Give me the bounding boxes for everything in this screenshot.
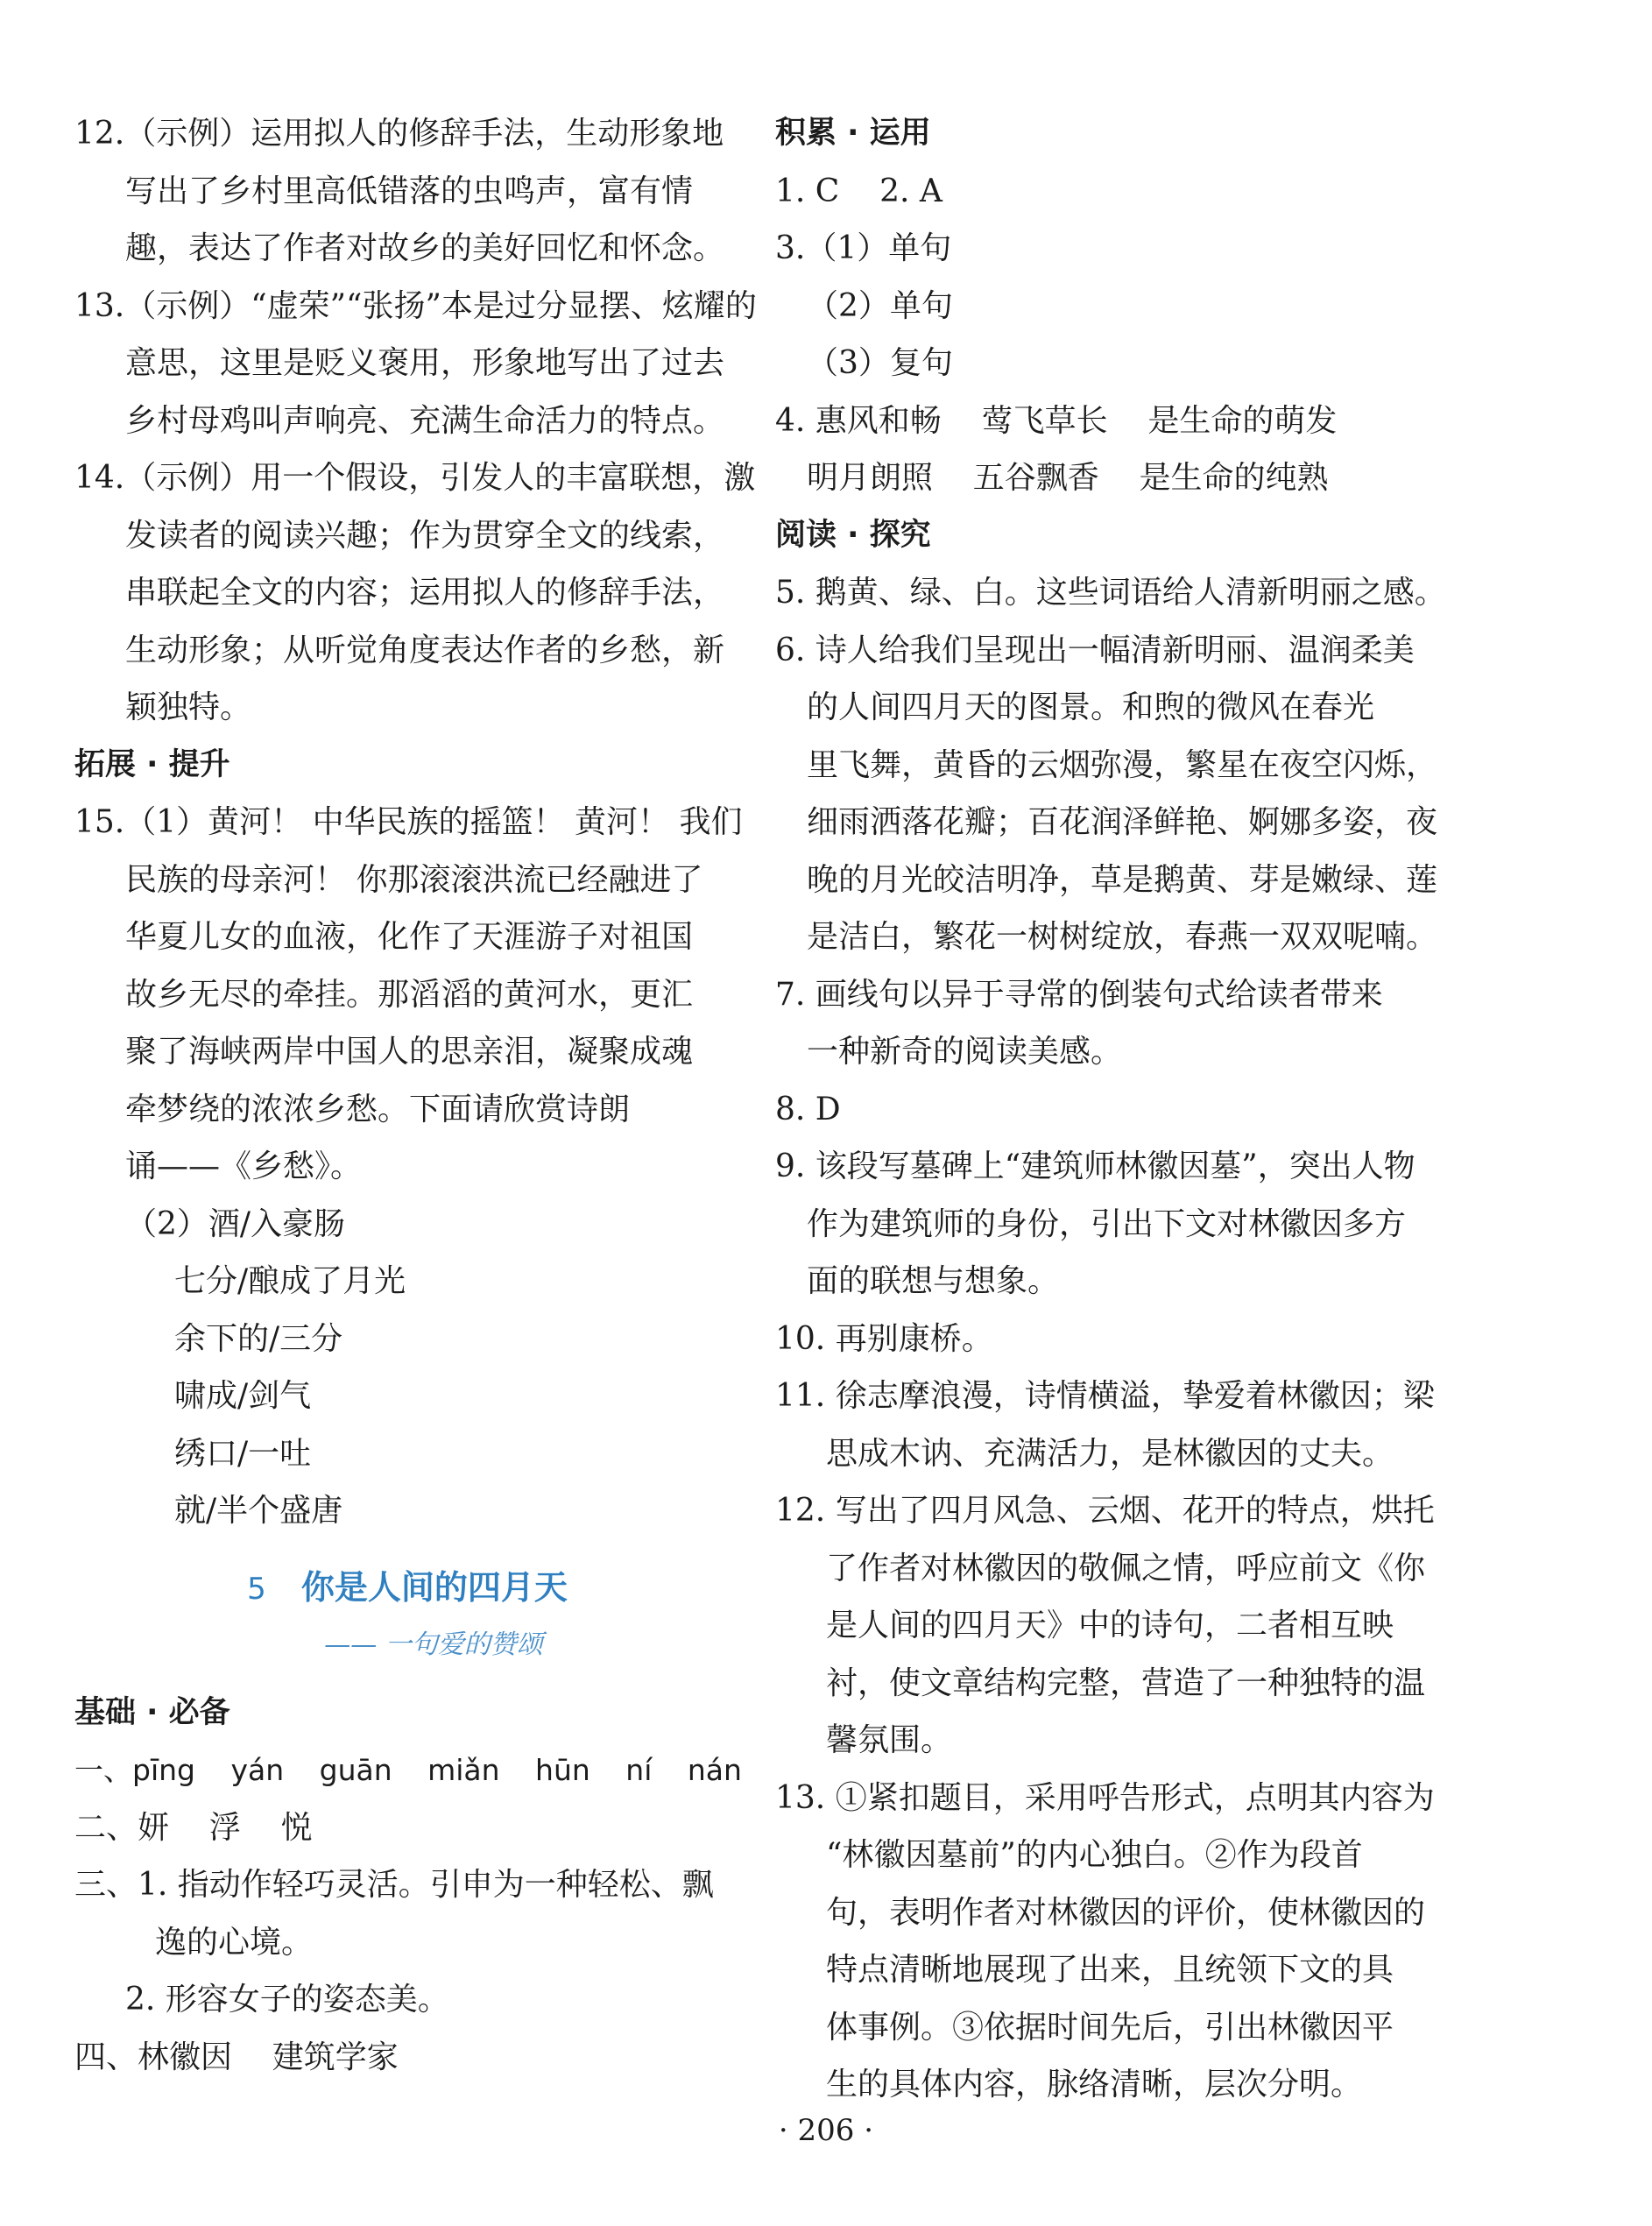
answer-3-line-2: （2）单句 — [807, 287, 953, 324]
answer-6-line-4: 细雨洒落花瓣；百花润泽鲜艳、婀娜多姿，夜 — [807, 804, 1438, 840]
q14-line-1: 14.（示例）用一个假设，引发人的丰富联想，激 — [74, 460, 756, 496]
answer-10: 10. 再别康桥。 — [775, 1320, 993, 1357]
section-basic-heading: 基础 · 必备 — [74, 1694, 230, 1730]
answer-6-line-3: 里飞舞，黄昏的云烟弥漫，繁星在夜空闪烁， — [807, 746, 1438, 783]
q13-line-3: 乡村母鸡叫声响亮、充满生命活力的特点。 — [125, 402, 725, 439]
answer-8: 8. D — [775, 1091, 841, 1127]
answer-9-line-2: 作为建筑师的身份，引出下文对林徽因多方 — [807, 1205, 1407, 1242]
answer-6-line-1: 6. 诗人给我们呈现出一幅清新明丽、温润柔美 — [775, 632, 1415, 668]
q14-line-5: 颖独特。 — [125, 689, 252, 725]
basic-3-line-2: 逸的心境。 — [155, 1924, 314, 1961]
answer-12-line-4: 衬，使文章结构完整，营造了一种独特的温 — [826, 1664, 1426, 1701]
section-extend-heading: 拓展 · 提升 — [74, 746, 230, 782]
answer-6-line-6: 是洁白，繁花一树树绽放，春燕一双双呢喃。 — [807, 919, 1438, 955]
basic-2: 二、妍 浮 悦 — [74, 1809, 313, 1846]
poem-line-2: 余下的/三分 — [174, 1320, 343, 1357]
answer-4-line-2: 明月朗照 五谷飘香 是生命的纯熟 — [807, 460, 1329, 496]
lesson-subtitle: —— 一句爱的赞颂 — [324, 1629, 543, 1660]
answer-11-line-1: 11. 徐志摩浪漫，诗情横溢，挚爱着林徽因；梁 — [775, 1378, 1435, 1414]
lesson-title: 你是人间的四月天 — [300, 1567, 568, 1607]
q14-line-4: 生动形象；从听觉角度表达作者的乡愁，新 — [125, 632, 725, 668]
q15-line-3: 华夏儿女的血液，化作了天涯游子对祖国 — [125, 919, 694, 955]
q15-2-head: （2）酒/入豪肠 — [125, 1205, 346, 1242]
answer-13-line-3: 句，表明作者对林徽因的评价，使林徽因的 — [826, 1894, 1426, 1931]
answer-13-line-5: 体事例。③依据时间先后，引出林徽因平 — [826, 2009, 1394, 2046]
q15-line-5: 聚了海峡两岸中国人的思亲泪，凝聚成魂 — [125, 1034, 694, 1070]
q15-line-1: 15.（1）黄河！ 中华民族的摇篮！ 黄河！ 我们 — [74, 804, 743, 840]
q15-line-7: 诵——《乡愁》。 — [125, 1148, 363, 1184]
q12-line-1: 12.（示例）运用拟人的修辞手法，生动形象地 — [74, 116, 724, 152]
basic-3-line-1: 三、1. 指动作轻巧灵活。引申为一种轻松、飘 — [74, 1867, 714, 1903]
lesson-number: 5 — [247, 1571, 266, 1607]
answer-12-line-5: 馨氛围。 — [826, 1722, 953, 1758]
poem-line-5: 就/半个盛唐 — [174, 1493, 343, 1529]
answer-12-line-1: 12. 写出了四月风急、云烟、花开的特点，烘托 — [775, 1493, 1435, 1529]
q12-line-3: 趣，表达了作者对故乡的美好回忆和怀念。 — [125, 230, 725, 266]
answer-12-line-2: 了作者对林徽因的敬佩之情，呼应前文《你 — [826, 1550, 1426, 1586]
answer-6-line-5: 晚的月光皎洁明净，草是鹅黄、芽是嫩绿、莲 — [807, 861, 1438, 898]
answer-7-line-2: 一种新奇的阅读美感。 — [807, 1034, 1123, 1070]
lesson-title-row — [74, 1559, 740, 1617]
answer-3-line-3: （3）复句 — [807, 345, 953, 381]
answer-9-line-3: 面的联想与想象。 — [807, 1263, 1060, 1299]
left-column — [74, 105, 757, 2086]
answer-7-line-1: 7. 画线句以异于寻常的倒装句式给读者带来 — [775, 976, 1383, 1013]
poem-line-3: 啸成/剑气 — [174, 1378, 312, 1414]
poem-line-4: 绣口/一吐 — [174, 1435, 312, 1472]
answer-4-line-1: 4. 惠风和畅 莺飞草长 是生命的萌发 — [775, 402, 1338, 439]
answer-13-line-2: “林徽因墓前”的内心独白。②作为段首 — [826, 1837, 1363, 1873]
q14-line-2: 发读者的阅读兴趣；作为贯穿全文的线索， — [125, 517, 725, 554]
answer-1-2: 1. C 2. A — [775, 173, 942, 209]
q15-line-4: 故乡无尽的牵挂。那滔滔的黄河水，更汇 — [125, 976, 694, 1013]
q15-line-6: 牵梦绕的浓浓乡愁。下面请欣赏诗朗 — [125, 1091, 631, 1127]
q13-line-1: 13.（示例）“虚荣”“张扬”本是过分显摆、炫耀的 — [74, 287, 757, 324]
answer-11-line-2: 思成木讷、充满活力，是林徽因的丈夫。 — [826, 1435, 1394, 1472]
basic-4: 四、林徽因 建筑学家 — [74, 2039, 399, 2075]
right-column — [775, 105, 1446, 2114]
page-number: · 206 · — [778, 2113, 874, 2148]
answer-13-line-4: 特点清晰地展现了出来，且统领下文的具 — [826, 1952, 1394, 1988]
q12-line-2: 写出了乡村里高低错落的虫鸣声，富有情 — [125, 173, 694, 209]
q15-line-2: 民族的母亲河！ 你那滚滚洪流已经融进了 — [125, 861, 703, 898]
answer-3-line-1: 3.（1）单句 — [775, 230, 952, 266]
poem-line-1: 七分/酿成了月光 — [174, 1263, 406, 1299]
answer-9-line-1: 9. 该段写墓碑上“建筑师林徽因墓”，突出人物 — [775, 1148, 1415, 1184]
basic-1-pinyin: 一、pīng yán guān miǎn hūn ní nán — [74, 1753, 742, 1787]
basic-3-line-3: 2. 形容女子的姿态美。 — [125, 1982, 449, 2018]
answer-5: 5. 鹅黄、绿、白。这些词语给人清新明丽之感。 — [775, 575, 1446, 611]
section-read-heading: 阅读 · 探究 — [775, 517, 931, 553]
q13-line-2: 意思，这里是贬义褒用，形象地写出了过去 — [125, 345, 725, 381]
answer-6-line-2: 的人间四月天的图景。和煦的微风在春光 — [807, 689, 1375, 725]
answer-13-line-1: 13. ①紧扣题目，采用呼告形式，点明其内容为 — [775, 1779, 1435, 1816]
q14-line-3: 串联起全文的内容；运用拟人的修辞手法， — [125, 575, 725, 611]
answer-13-line-6: 生的具体内容，脉络清晰，层次分明。 — [826, 2067, 1363, 2102]
answer-12-line-3: 是人间的四月天》中的诗句，二者相互映 — [826, 1608, 1394, 1643]
section-accum-heading: 积累 · 运用 — [775, 116, 931, 151]
